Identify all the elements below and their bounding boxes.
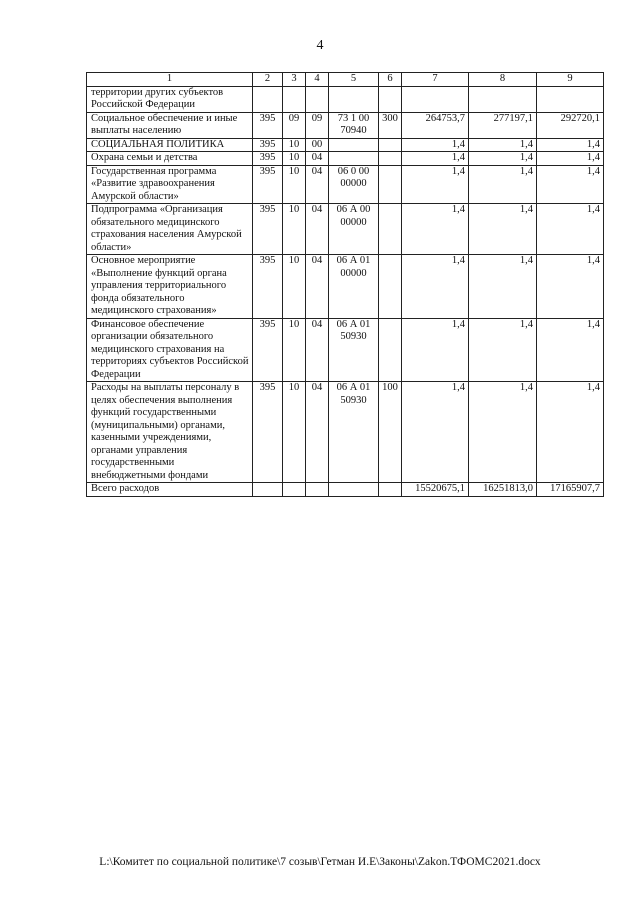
column-header: 2 xyxy=(253,73,283,87)
expense-type-cell xyxy=(379,318,402,382)
row-name-cell: Всего расходов xyxy=(87,483,253,497)
amount-year3-cell: 17165907,7 xyxy=(537,483,604,497)
column-header: 1 xyxy=(87,73,253,87)
row-name-cell: Расходы на выплаты персоналу в целях обеспечения выполнения функций государственными (муниципальными) органами, казенными учреждениями, органами управления государственными внебюджетными фондами xyxy=(87,382,253,483)
subsection-cell: 04 xyxy=(306,204,329,255)
table-header-row xyxy=(87,73,604,87)
row-name-cell: Подпрограмма «Организация обязательного медицинского страхования населения Амурской области» xyxy=(87,204,253,255)
subsection-cell xyxy=(306,86,329,112)
budget-code-cell: 395 xyxy=(253,138,283,152)
column-header: 9 xyxy=(537,73,604,87)
table-row xyxy=(87,382,604,483)
amount-year1-cell: 1,4 xyxy=(402,318,469,382)
section-cell: 09 xyxy=(283,112,306,138)
section-cell: 10 xyxy=(283,255,306,319)
row-name-cell: Финансовое обеспечение организации обязательного медицинского страхования на территориях субъектов Российской Федерации xyxy=(87,318,253,382)
amount-year2-cell: 1,4 xyxy=(469,138,537,152)
target-article-cell: 06 А 01 50930 xyxy=(329,382,379,483)
amount-year1-cell: 1,4 xyxy=(402,255,469,319)
amount-year1-cell: 1,4 xyxy=(402,165,469,204)
amount-year2-cell: 1,4 xyxy=(469,204,537,255)
amount-year1-cell: 1,4 xyxy=(402,138,469,152)
row-name-cell: территории других субъектов Российской Федерации xyxy=(87,86,253,112)
subsection-cell: 09 xyxy=(306,112,329,138)
expense-type-cell: 300 xyxy=(379,112,402,138)
amount-year3-cell: 1,4 xyxy=(537,152,604,166)
subsection-cell: 00 xyxy=(306,138,329,152)
expense-type-cell xyxy=(379,483,402,497)
amount-year3-cell xyxy=(537,86,604,112)
section-cell xyxy=(283,483,306,497)
target-article-cell xyxy=(329,138,379,152)
budget-code-cell: 395 xyxy=(253,152,283,166)
budget-code-cell: 395 xyxy=(253,204,283,255)
budget-code-cell: 395 xyxy=(253,165,283,204)
budget-code-cell: 395 xyxy=(253,318,283,382)
target-article-cell: 06 0 00 00000 xyxy=(329,165,379,204)
amount-year3-cell: 1,4 xyxy=(537,165,604,204)
budget-code-cell xyxy=(253,483,283,497)
file-path-footer: L:\Комитет по социальной политике\7 созыв\Гетман И.Е\Законы\Zakon.ТФОМС2021.docx xyxy=(99,856,541,868)
column-header: 7 xyxy=(402,73,469,87)
budget-table xyxy=(86,72,604,497)
amount-year2-cell: 1,4 xyxy=(469,165,537,204)
amount-year3-cell: 1,4 xyxy=(537,255,604,319)
budget-code-cell: 395 xyxy=(253,255,283,319)
target-article-cell xyxy=(329,483,379,497)
target-article-cell: 06 А 01 00000 xyxy=(329,255,379,319)
expense-type-cell xyxy=(379,138,402,152)
amount-year2-cell: 1,4 xyxy=(469,152,537,166)
column-header: 5 xyxy=(329,73,379,87)
section-cell: 10 xyxy=(283,318,306,382)
row-name-cell: Социальное обеспечение и иные выплаты населению xyxy=(87,112,253,138)
table-row xyxy=(87,204,604,255)
amount-year3-cell: 1,4 xyxy=(537,318,604,382)
amount-year3-cell: 292720,1 xyxy=(537,112,604,138)
amount-year1-cell: 264753,7 xyxy=(402,112,469,138)
row-name-cell: Государственная программа «Развитие здравоохранения Амурской области» xyxy=(87,165,253,204)
table-row xyxy=(87,86,604,112)
column-header: 6 xyxy=(379,73,402,87)
table-row xyxy=(87,255,604,319)
amount-year1-cell xyxy=(402,86,469,112)
amount-year1-cell: 1,4 xyxy=(402,204,469,255)
target-article-cell: 73 1 00 70940 xyxy=(329,112,379,138)
table-row xyxy=(87,152,604,166)
budget-code-cell xyxy=(253,86,283,112)
amount-year2-cell xyxy=(469,86,537,112)
row-name-cell: Охрана семьи и детства xyxy=(87,152,253,166)
target-article-cell: 06 А 01 50930 xyxy=(329,318,379,382)
amount-year1-cell: 1,4 xyxy=(402,382,469,483)
amount-year1-cell: 1,4 xyxy=(402,152,469,166)
section-cell: 10 xyxy=(283,382,306,483)
amount-year2-cell: 16251813,0 xyxy=(469,483,537,497)
expense-type-cell xyxy=(379,255,402,319)
amount-year3-cell: 1,4 xyxy=(537,138,604,152)
subsection-cell: 04 xyxy=(306,152,329,166)
amount-year3-cell: 1,4 xyxy=(537,204,604,255)
row-name-cell: СОЦИАЛЬНАЯ ПОЛИТИКА xyxy=(87,138,253,152)
section-cell: 10 xyxy=(283,138,306,152)
subsection-cell: 04 xyxy=(306,255,329,319)
section-cell: 10 xyxy=(283,152,306,166)
budget-code-cell: 395 xyxy=(253,382,283,483)
row-name-cell: Основное мероприятие «Выполнение функций органа управления территориального фонда обязательного медицинского страхования» xyxy=(87,255,253,319)
amount-year2-cell: 1,4 xyxy=(469,382,537,483)
target-article-cell xyxy=(329,86,379,112)
amount-year2-cell: 1,4 xyxy=(469,255,537,319)
expense-type-cell xyxy=(379,204,402,255)
column-header: 4 xyxy=(306,73,329,87)
column-header: 3 xyxy=(283,73,306,87)
amount-year2-cell: 277197,1 xyxy=(469,112,537,138)
subsection-cell: 04 xyxy=(306,382,329,483)
table-row xyxy=(87,483,604,497)
table-row xyxy=(87,318,604,382)
section-cell: 10 xyxy=(283,204,306,255)
amount-year3-cell: 1,4 xyxy=(537,382,604,483)
target-article-cell xyxy=(329,152,379,166)
section-cell xyxy=(283,86,306,112)
amount-year1-cell: 15520675,1 xyxy=(402,483,469,497)
subsection-cell: 04 xyxy=(306,318,329,382)
expense-type-cell xyxy=(379,165,402,204)
section-cell: 10 xyxy=(283,165,306,204)
subsection-cell: 04 xyxy=(306,165,329,204)
subsection-cell xyxy=(306,483,329,497)
table-row xyxy=(87,112,604,138)
expense-type-cell xyxy=(379,86,402,112)
expense-type-cell xyxy=(379,152,402,166)
budget-code-cell: 395 xyxy=(253,112,283,138)
target-article-cell: 06 А 00 00000 xyxy=(329,204,379,255)
table-row xyxy=(87,138,604,152)
page-number: 4 xyxy=(316,38,324,53)
column-header: 8 xyxy=(469,73,537,87)
table-row xyxy=(87,165,604,204)
expense-type-cell: 100 xyxy=(379,382,402,483)
amount-year2-cell: 1,4 xyxy=(469,318,537,382)
